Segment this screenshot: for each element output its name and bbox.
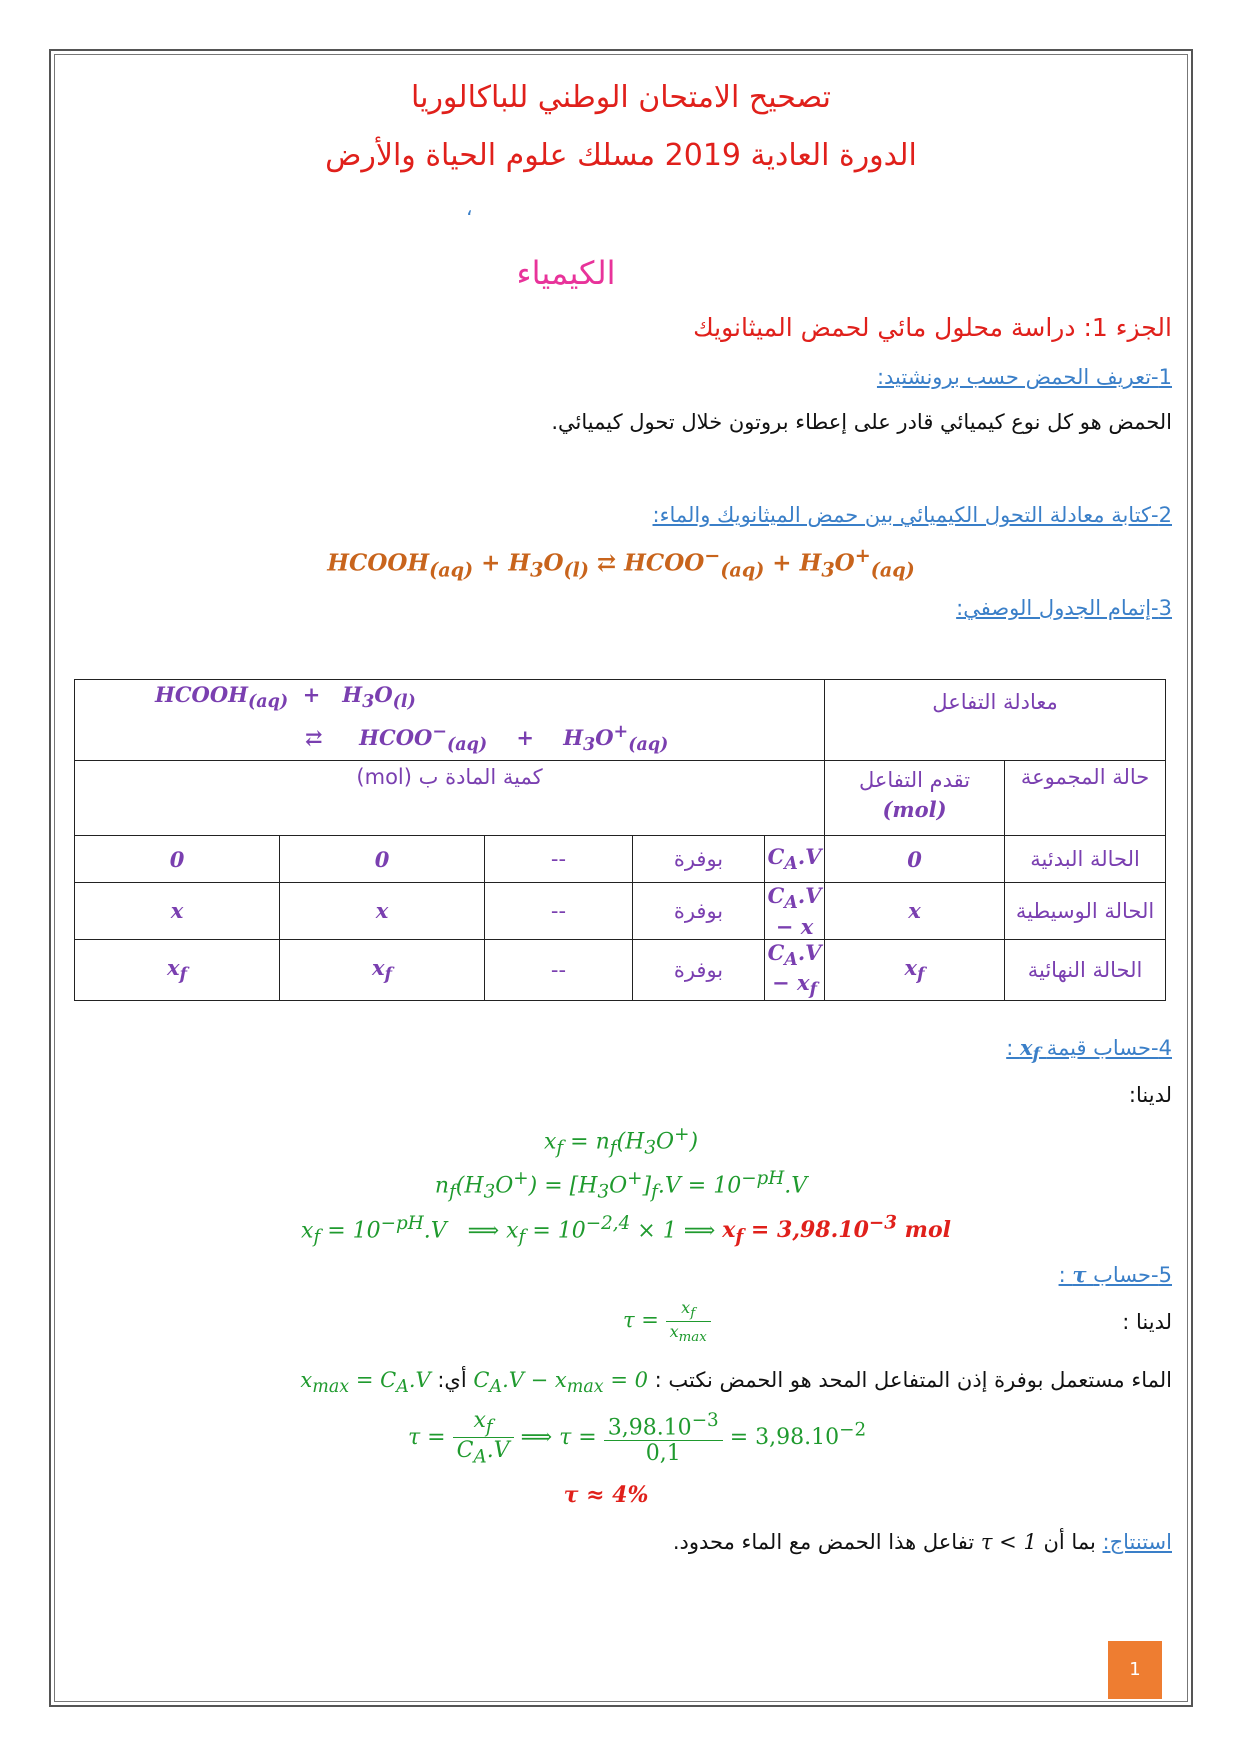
q3-heading: 3-إتمام الجدول الوصفي: [956,596,1172,620]
acid-intermediate: $C_A.V - x$ [765,883,825,939]
q4-heading: 4-حساب قيمة $x_f$ : [1006,1035,1172,1066]
progress-initial: 0 [825,836,1005,883]
progress-table [74,679,1166,1001]
eq-tau-def: τ = $\frac{x_f}{x_{max}}$ [623,1298,711,1345]
acid-initial: $C_A.V$ [765,836,825,883]
exam-title-line1: تصحيح الامتحان الوطني للباكالوريا [410,80,832,115]
h3o-initial: 0 [75,836,280,883]
table-reaction-equation: $HCOOH_{(aq)} + H_3O_{(l)}$ ⇄ $HCOO^-_{(aq)}$ + $H_3O^+_{(aq)}$ [75,680,825,761]
q5-heading: 5-حساب τ : [1058,1262,1172,1287]
table-row [75,939,1166,1000]
hcoo-intermediate: x [280,883,485,939]
section-title: الكيمياء [516,254,616,292]
xf-value: 3,98.10 [777,1217,869,1244]
table-progress-header [825,761,1005,836]
table-row [75,883,1166,939]
table-row [75,836,1166,883]
conclusion: استنتاج: بما أن τ < 1 تفاعل هذا الحمض مع الماء محدود. [672,1530,1172,1554]
table-state-header: حالة المجموعة [1005,761,1166,836]
progress-label: تقدم التفاعل [858,768,971,793]
q1-heading: 1-تعريف الحمض حسب برونشتيد: [876,365,1172,389]
reaction-equation: $HCOOH_{(aq)} + H_3O_{(l)}$ ⇄ $HCOO^-_{(aq)} + H_3O^+_{(aq)}$ [327,544,915,582]
h3o-final: $x_f$ [75,939,280,1000]
q4-intro: لدينا: [1128,1083,1172,1107]
water-dash: -- [485,939,633,1000]
q1-answer: الحمض هو كل نوع كيميائي قادر على إعطاء بروتون خلال تحول كيميائي. [551,410,1172,434]
hcoo-initial: 0 [280,836,485,883]
h3o-intermediate: x [75,883,280,939]
state-initial: الحالة البدئية [1005,836,1166,883]
page-number: 1 [1108,1641,1162,1699]
q5-water-line: الماء مستعمل بوفرة إذن المتفاعل المحد هو الحمض نكتب : $C_A.V - x_{max} = 0$ أي: $x_{max} = C_A.V$ [300,1368,1172,1398]
water-excess: بوفرة [633,883,765,939]
part1-title: الجزء 1: دراسة محلول مائي لحمض الميثانويك [693,313,1172,342]
exam-title-line2: الدورة العادية 2019 مسلك علوم الحياة والأرض [325,138,917,173]
state-final: الحالة النهائية [1005,939,1166,1000]
state-intermediate: الحالة الوسيطية [1005,883,1166,939]
water-dash: -- [485,883,633,939]
hcoo-final: $x_f$ [280,939,485,1000]
water-excess: بوفرة [633,836,765,883]
eq-tau-calc: τ = $\frac{x_f}{C_A.V}$ ⟹ τ = $\frac{3,98.10^{-3}}{0,1}$ = $3,98.10^{-2}$ [408,1408,867,1468]
water-excess: بوفرة [633,939,765,1000]
eq-xf-def: $x_f = n_f(H_3O^+)$ [543,1124,699,1159]
water-dash: -- [485,836,633,883]
acid-final: $C_A.V - x_f$ [765,939,825,1000]
eq-nf: $n_f(H_3O^+) = [H_3O^+]_f.V = 10^{-pH}.V$ [434,1168,808,1203]
progress-intermediate: x [825,883,1005,939]
tau-percent: τ ≈ 4% [563,1482,649,1508]
progress-unit: (mol) [882,797,947,823]
table-quantity-label: كمية المادة ب (mol) [75,761,825,836]
q2-heading: 2-كتابة معادلة التحول الكيميائي بين حمض الميثانويك والماء: [652,503,1172,527]
q5-intro: لدينا : [1122,1310,1172,1334]
stray-mark: ، [466,196,473,220]
eq-xf-result: $x_f = 10^{-pH}.V$ ⟹ $x_f = 10^{-2,4} \times 1$ ⟹ $x_f = 3,98.10^{-3}$ mol [301,1213,951,1248]
table-reaction-label: معادلة التفاعل [825,680,1166,761]
progress-final: $x_f$ [825,939,1005,1000]
